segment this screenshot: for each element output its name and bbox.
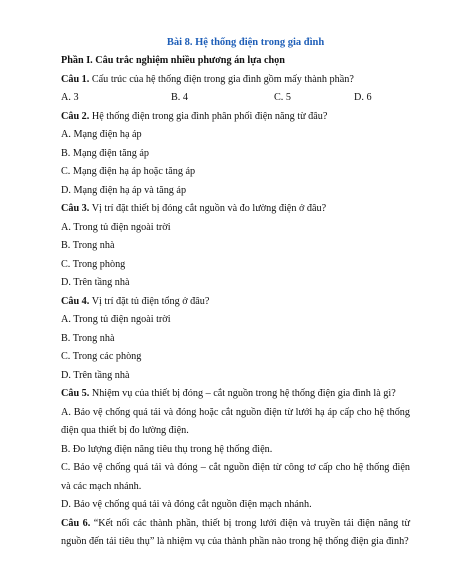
option-c: C. 5 bbox=[274, 92, 291, 103]
option-d: D. 6 bbox=[354, 92, 372, 103]
question-6 bbox=[61, 515, 410, 552]
question-2 bbox=[61, 108, 410, 127]
question-label: Câu 4. bbox=[61, 295, 90, 307]
option-b: B. Trong nhà bbox=[61, 240, 115, 251]
option-b: B. Đo lượng điện năng tiêu thụ trong hệ thống điện. bbox=[61, 443, 273, 455]
question-1 bbox=[61, 71, 410, 90]
option-c: C. Trong các phòng bbox=[61, 351, 142, 362]
question-3 bbox=[61, 200, 410, 219]
option-a: A. 3 bbox=[61, 92, 79, 103]
question-1-options bbox=[61, 89, 410, 108]
option-a: A. Trong tủ điện ngoài trời bbox=[61, 221, 171, 233]
question-label: Câu 5. bbox=[61, 388, 90, 399]
question-text: Cấu trúc của hệ thống điện trong gia đình gồm mấy thành phần? bbox=[91, 73, 354, 85]
option-b: B. Trong nhà bbox=[61, 332, 115, 344]
option-c: C. Mạng điện hạ áp hoặc tăng áp bbox=[61, 166, 196, 177]
option-a: A. Mạng điện hạ áp bbox=[61, 129, 142, 140]
question-4 bbox=[61, 293, 410, 312]
lesson-title: Bài 8. Hệ thống điện trong gia đình bbox=[166, 37, 325, 48]
question-label: Câu 1. bbox=[61, 73, 90, 85]
option-a: A. Trong tủ điện ngoài trời bbox=[61, 314, 171, 325]
question-text: “Kết nối các thành phần, thiết bị trong lưới điện và truyền tải điện năng từ nguồn đến tải tiêu thụ” là nhiệm vụ của thành phần nào trong hệ thống điện gia đình? bbox=[61, 517, 411, 547]
question-label: Câu 6. bbox=[61, 517, 91, 529]
option-d: D. Mạng điện hạ áp và tăng áp bbox=[61, 184, 187, 196]
question-5 bbox=[61, 385, 410, 404]
option-a: A. Bảo vệ chống quá tải và đóng hoặc cắt nguồn điện từ lưới hạ áp cấp cho hệ thống điện qua thiết bị đo lường điện. bbox=[61, 406, 410, 436]
question-text: Vị trí đặt tủ điện tổng ở đâu? bbox=[91, 295, 210, 307]
option-b: B. Mạng điện tăng áp bbox=[61, 147, 149, 159]
option-d: D. Trên tầng nhà bbox=[61, 277, 130, 288]
section-heading: Phần I. Câu trắc nghiệm nhiều phương án lựa chọn bbox=[61, 55, 285, 66]
option-b: B. 4 bbox=[171, 92, 188, 103]
question-text: Hệ thống điện trong gia đình phân phối điện năng từ đâu? bbox=[91, 110, 328, 122]
option-d: D. Bảo vệ chống quá tải và đóng cắt nguồn điện mạch nhánh. bbox=[61, 499, 312, 510]
question-label: Câu 2. bbox=[61, 110, 90, 122]
question-label: Câu 3. bbox=[61, 203, 90, 214]
question-text: Nhiệm vụ của thiết bị đóng – cắt nguồn trong hệ thống điện gia đình là gì? bbox=[91, 388, 396, 399]
question-text: Vị trí đặt thiết bị đóng cắt nguồn và đo lường điện ở đâu? bbox=[91, 203, 327, 214]
option-d: D. Trên tầng nhà bbox=[61, 369, 130, 381]
option-c: C. Trong phòng bbox=[61, 258, 126, 270]
option-c: C. Bảo vệ chống quá tải và đóng – cắt nguồn điện từ công tơ cấp cho hệ thống điện và các mạch nhánh. bbox=[61, 462, 410, 492]
